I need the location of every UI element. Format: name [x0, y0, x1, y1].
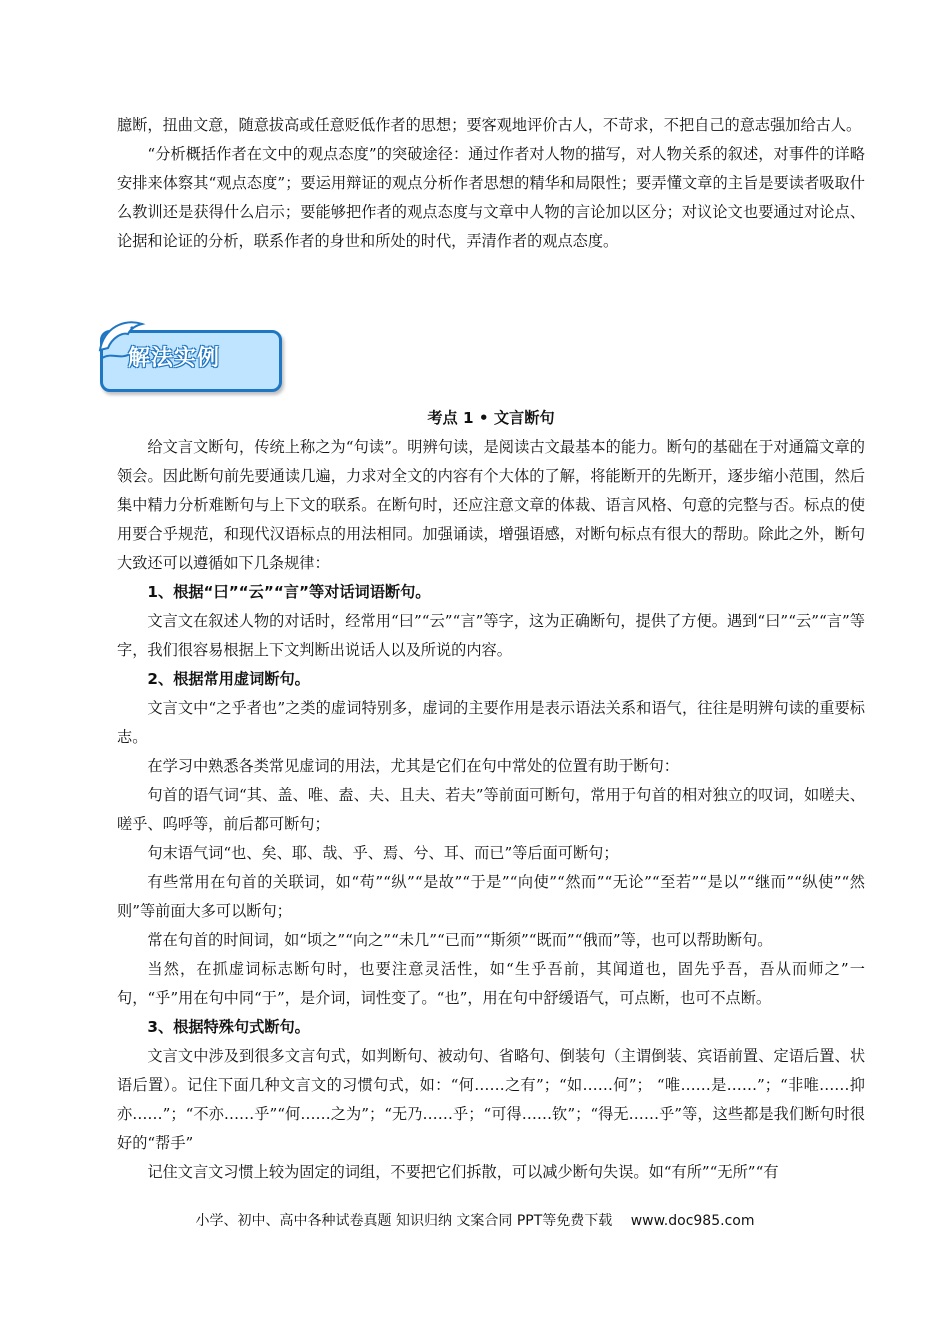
rule-2-paragraph-a: 文言文中“之乎者也”之类的虚词特别多，虚词的主要作用是表示语法关系和语气，往往是明辨句读的重要标志。 [117, 699, 865, 746]
solution-examples-banner [94, 314, 282, 392]
section-lead: 给文言文断句，传统上称之为“句读”。明辨句读，是阅读古文最基本的能力。断句的基础在于对通篇文章的领会。因此断句前先要通读几遍，力求对全文的内容有个大体的了解，将能断开的先断开，逐步缩小范围，然后集中精力分析难断句与上下文的联系。在断句时，还应注意文章的体裁、语言风格、句意的完整与否。标点的使用要合乎规范，和现代汉语标点的用法相同。加强诵读，增强语感，对断句标点有很大的帮助。除此之外，断句大致还可以遵循如下几条规律： [117, 438, 865, 572]
rule-1-paragraph: 文言文在叙述人物的对话时，经常用“曰”“云”“言”等字，这为正确断句，提供了方便。遇到“曰”“云”“言”等字，我们很容易根据上下文判断出说话人以及所说的内容。 [117, 612, 865, 659]
page-footer: 小学、初中、高中各种试卷真题 知识归纳 文案合同 PPT等免费下载 www.doc985.com [195, 1213, 755, 1229]
rule-heading-3: 3、根据特殊句式断句。 [147, 1018, 310, 1036]
intro-paragraph-1: 臆断，扭曲文意，随意拔高或任意贬低作者的思想；要客观地评价古人，不苛求，不把自己的意志强加给古人。 [117, 116, 862, 134]
rule-3-paragraph-b: 记住文言文习惯上较为固定的词组，不要把它们拆散，可以减少断句失误。如“有所”“无所”“有 [147, 1163, 779, 1181]
section-block [117, 404, 865, 1187]
rule-3-paragraph-a: 文言文中涉及到很多文言句式，如判断句、被动句、省略句、倒装句（主谓倒装、宾语前置、定语后置、状语后置）。记住下面几种文言文的习惯句式，如：“何……之有”；“如……何”； “唯……是……”；“非唯……抑亦……”；“不亦……乎”“何……之为”；“无乃……乎；“可得……钦”；“得无……乎”等，这些都是我们断句时很好的“帮手” [117, 1047, 865, 1152]
rule-2-paragraph-f: 常在句首的时间词，如“顷之”“向之”“未几”“已而”“斯须”“既而”“俄而”等，也可以帮助断句。 [147, 931, 773, 949]
intro-paragraph-2: “分析概括作者在文中的观点态度”的突破途径：通过作者对人物的描写，对人物关系的叙述，对事件的详略安排来体察其“观点态度”；要运用辩证的观点分析作者思想的精华和局限性；要弄懂文章的主旨是要读者吸取什么教训还是获得什么启示；要能够把作者的观点态度与文章中人物的言论加以区分；对议论文也要通过对论点、论据和论证的分析，联系作者的身世和所处的时代，弄清作者的观点态度。 [117, 145, 865, 250]
rule-2-paragraph-c: 句首的语气词“其、盖、唯、盍、夫、且夫、若夫”等前面可断句，常用于句首的相对独立的叹词，如嗟夫、嗟乎、呜呼等，前后都可断句； [117, 786, 865, 833]
section-title: 考点 1 • 文言断句 [427, 409, 555, 427]
intro-block [117, 111, 865, 256]
rule-heading-1: 1、根据“曰”“云”“言”等对话词语断句。 [147, 583, 431, 601]
rule-2-paragraph-d: 句末语气词“也、矣、耶、哉、乎、焉、兮、耳、而已”等后面可断句； [147, 844, 619, 862]
banner-label: 解法实例 [128, 346, 221, 371]
rule-2-paragraph-b: 在学习中熟悉各类常见虚词的用法，尤其是它们在句中常处的位置有助于断句： [147, 757, 679, 775]
rule-heading-2: 2、根据常用虚词断句。 [147, 670, 310, 688]
rule-2-paragraph-g: 当然，在抓虚词标志断句时，也要注意灵活性，如“生乎吾前，其闻道也，固先乎吾，吾从而师之”一句，“乎”用在句中同“于”，是介词，词性变了。“也”，用在句中舒缓语气，可点断，也可不点断。 [117, 960, 865, 1007]
rule-2-paragraph-e: 有些常用在句首的关联词，如“苟”“纵”“是故”“于是”“向使”“然而”“无论”“至若”“是以”“继而”“纵使”“然则”等前面大多可以断句； [117, 873, 865, 920]
